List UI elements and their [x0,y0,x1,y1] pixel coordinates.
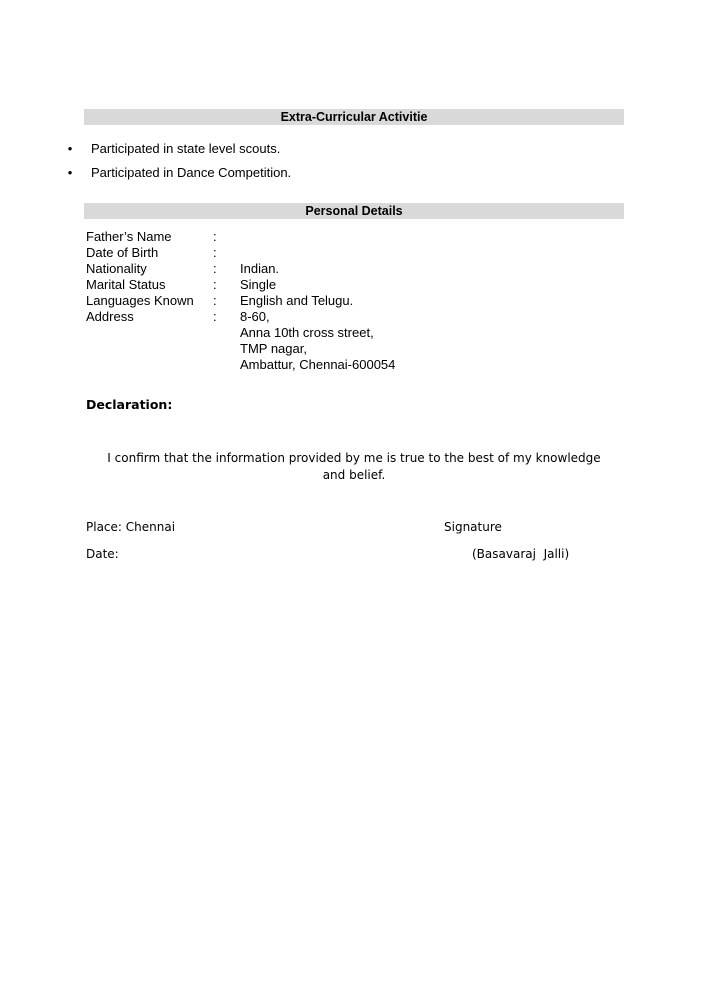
detail-colon: : [213,293,217,308]
address-line: Ambattur, Chennai-600054 [240,357,396,372]
detail-colon: : [213,309,217,324]
section-header-personal-details: Personal Details [84,203,624,219]
detail-colon: : [213,245,217,260]
section-header-extracurricular: Extra-Curricular Activitie [84,109,624,125]
detail-label: Languages Known [86,293,194,308]
signature-label: Signature [444,520,502,534]
detail-colon: : [213,261,217,276]
signatory-name: (Basavaraj Jalli) [472,547,570,561]
activity-text: Participated in state level scouts. [91,141,281,156]
address-line: 8-60, [240,309,270,324]
declaration-title: Declaration: [86,397,173,412]
detail-colon: : [213,229,217,244]
detail-colon: : [213,277,217,292]
date-text: Date: [86,547,119,561]
detail-label: Marital Status [86,277,166,292]
detail-label: Address [86,309,134,324]
declaration-text: I confirm that the information provided by me is true to the best of my knowledge and belief. [107,451,601,482]
bullet-icon: • [67,165,73,180]
detail-value: Single [240,277,277,292]
detail-label: Father’s Name [86,229,172,244]
activity-text: Participated in Dance Competition. [91,165,292,180]
detail-value: Indian. [240,261,280,276]
detail-value: English and Telugu. [240,293,354,308]
detail-label: Date of Birth [86,245,159,260]
address-line: Anna 10th cross street, [240,325,374,340]
bullet-icon: • [67,141,73,156]
place-text: Place: Chennai [86,520,176,534]
address-line: TMP nagar, [240,341,307,356]
detail-label: Nationality [86,261,147,276]
address-block [240,325,395,373]
